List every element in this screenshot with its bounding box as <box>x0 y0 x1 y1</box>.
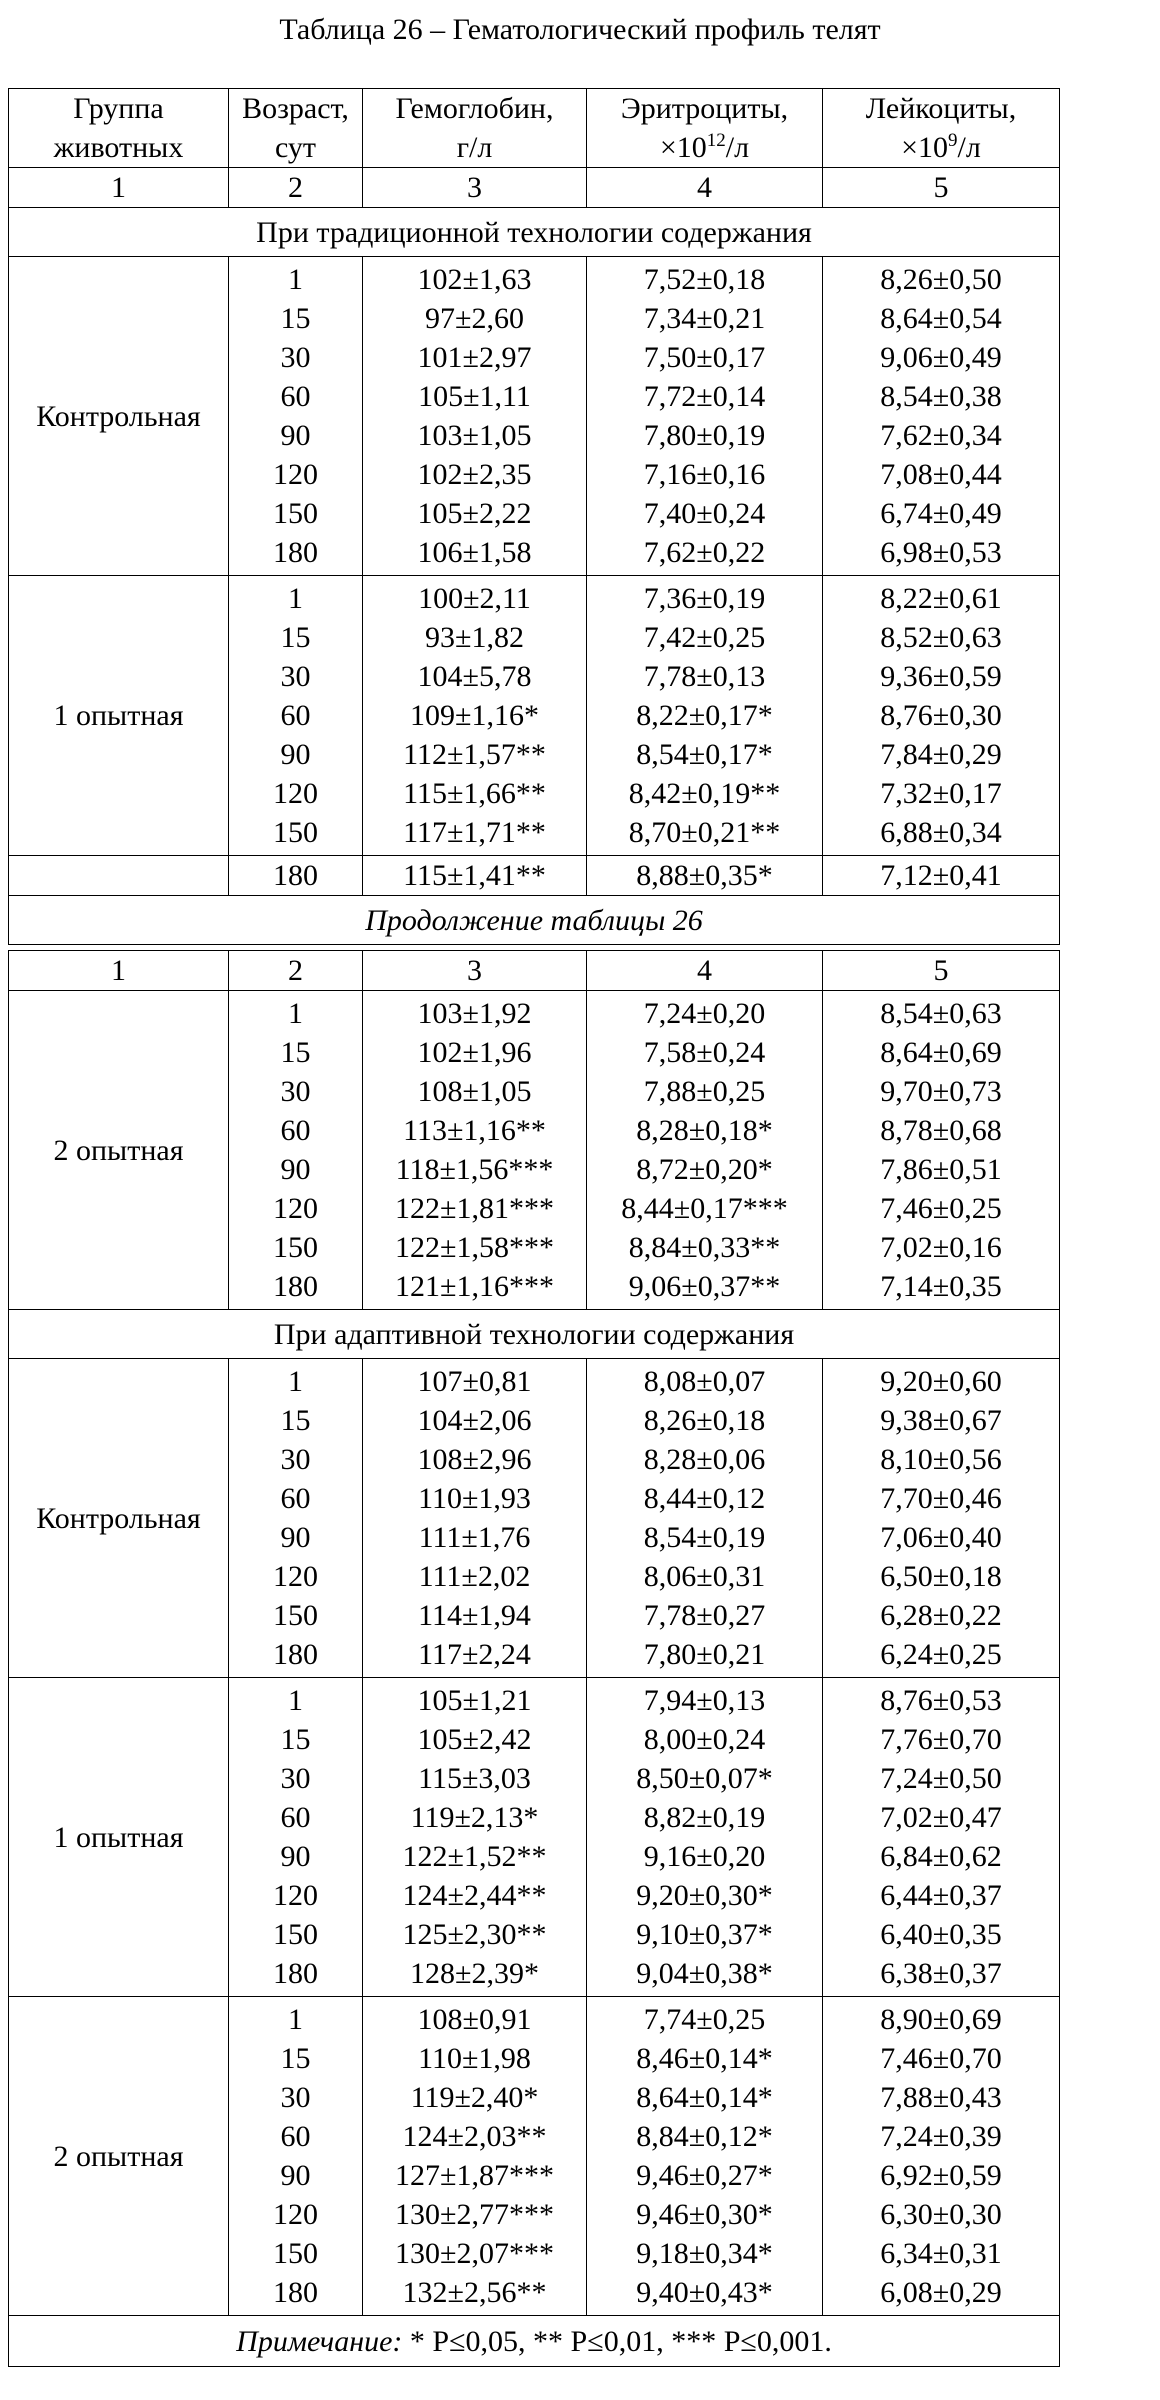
age-cell: 60 <box>280 1114 311 1147</box>
erythrocytes-cell: 9,20±0,30* <box>636 1879 773 1912</box>
column-number: 3 <box>363 168 587 208</box>
hemoglobin-cell: 117±1,71** <box>403 816 546 849</box>
erythrocytes-cell: 7,42±0,25 <box>643 621 766 654</box>
hemoglobin-cell: 117±2,24 <box>418 1638 531 1671</box>
leukocytes-cell: 7,84±0,29 <box>880 738 1002 771</box>
leukocytes-cell: 8,52±0,63 <box>880 621 1002 654</box>
leukocytes-cell: 7,02±0,47 <box>880 1801 1002 1834</box>
age-cell: 30 <box>280 341 311 374</box>
group-block <box>9 1678 1060 1997</box>
leukocytes-column-block <box>823 1359 1060 1678</box>
age-cell: 180 <box>229 856 363 896</box>
hemoglobin-cell: 121±1,16*** <box>395 1270 554 1303</box>
leukocytes-cell: 8,78±0,68 <box>880 1114 1002 1147</box>
erythrocytes-column-block <box>587 576 823 856</box>
hemoglobin-column-block <box>363 576 587 856</box>
hemoglobin-cell: 97±2,60 <box>425 302 524 335</box>
erythrocytes-cell: 7,88±0,25 <box>643 1075 766 1108</box>
leukocytes-cell: 9,38±0,67 <box>880 1404 1002 1437</box>
leukocytes-cell: 6,08±0,29 <box>880 2276 1002 2309</box>
leukocytes-cell: 6,30±0,30 <box>880 2198 1002 2231</box>
age-cell: 90 <box>280 2159 311 2192</box>
age-cell: 180 <box>273 1957 318 1990</box>
hemoglobin-cell: 113±1,16** <box>403 1114 546 1147</box>
hemoglobin-cell: 122±1,81*** <box>395 1192 554 1225</box>
hemoglobin-column-block <box>363 1997 587 2316</box>
erythrocytes-cell: 8,54±0,17* <box>636 738 773 771</box>
erythrocytes-cell: 8,50±0,07* <box>636 1762 773 1795</box>
hemoglobin-cell: 125±2,30** <box>402 1918 547 1951</box>
hemoglobin-cell: 93±1,82 <box>425 621 524 654</box>
hemoglobin-column-block <box>363 991 587 1310</box>
table-title: Таблица 26 – Гематологический профиль телят <box>279 13 881 46</box>
hemoglobin-cell: 105±2,22 <box>417 497 532 530</box>
group-cell-empty <box>9 856 229 896</box>
age-cell: 1 <box>288 1365 303 1398</box>
erythrocytes-cell: 7,16±0,16 <box>643 458 766 491</box>
column-number: 1 <box>9 951 229 991</box>
erythrocytes-cell: 7,36±0,19 <box>643 582 766 615</box>
age-cell: 15 <box>280 2042 311 2075</box>
leukocytes-cell: 6,40±0,35 <box>880 1918 1002 1951</box>
hemoglobin-cell: 105±1,11 <box>418 380 531 413</box>
note-row <box>9 2316 1060 2367</box>
age-cell: 30 <box>280 1443 311 1476</box>
note <box>9 2316 1060 2367</box>
hemoglobin-cell: 115±1,41** <box>363 856 587 896</box>
leukocytes-cell: 6,92±0,59 <box>880 2159 1002 2192</box>
age-cell: 1 <box>288 1684 303 1717</box>
header-leukocytes: Лейкоциты, $\times 10^9/л$ <box>823 89 1060 168</box>
hematology-table <box>8 88 1060 945</box>
leukocytes-cell: 6,50±0,18 <box>880 1560 1002 1593</box>
hemoglobin-cell: 128±2,39* <box>410 1957 539 1990</box>
age-cell: 180 <box>273 536 318 569</box>
age-cell: 150 <box>273 1599 318 1632</box>
column-number-row <box>9 168 1060 208</box>
hemoglobin-cell: 102±1,96 <box>417 1036 532 1069</box>
header-erythrocytes: Эритроциты, $\times 10^{12}/л$ <box>587 89 823 168</box>
erythrocytes-cell: 8,00±0,24 <box>643 1723 766 1756</box>
erythrocytes-cell: 8,88±0,35* <box>587 856 823 896</box>
hemoglobin-cell: 110±1,98 <box>418 2042 531 2075</box>
leukocytes-cell: 7,76±0,70 <box>880 1723 1002 1756</box>
erythrocytes-cell: 7,52±0,18 <box>643 263 766 296</box>
leukocytes-cell: 8,22±0,61 <box>880 582 1002 615</box>
leukocytes-cell: 7,62±0,34 <box>880 419 1002 452</box>
erythrocytes-cell: 7,80±0,21 <box>643 1638 766 1671</box>
erythrocytes-column-block <box>587 257 823 576</box>
erythrocytes-cell: 9,10±0,37* <box>636 1918 773 1951</box>
leukocytes-cell: 9,06±0,49 <box>880 341 1002 374</box>
age-column-block <box>229 1678 363 1997</box>
leukocytes-cell: 8,76±0,30 <box>880 699 1002 732</box>
leukocytes-cell: 6,84±0,62 <box>880 1840 1002 1873</box>
hemoglobin-column-block <box>363 1359 587 1678</box>
leukocytes-cell: 9,36±0,59 <box>880 660 1002 693</box>
age-cell: 1 <box>288 997 303 1030</box>
erythrocytes-cell: 7,40±0,24 <box>643 497 766 530</box>
erythrocytes-cell: 7,78±0,13 <box>643 660 766 693</box>
leukocytes-cell: 8,76±0,53 <box>880 1684 1002 1717</box>
age-column-block <box>229 991 363 1310</box>
erythrocytes-cell: 8,46±0,14* <box>636 2042 773 2075</box>
age-cell: 60 <box>280 1801 311 1834</box>
column-number: 2 <box>229 168 363 208</box>
erythrocytes-cell: 8,08±0,07 <box>643 1365 766 1398</box>
erythrocytes-cell: 8,44±0,12 <box>643 1482 766 1515</box>
erythrocytes-cell: 8,26±0,18 <box>643 1404 766 1437</box>
hemoglobin-cell: 103±1,92 <box>417 997 532 1030</box>
section-row <box>9 1310 1060 1359</box>
leukocytes-cell: 7,70±0,46 <box>880 1482 1002 1515</box>
age-cell: 90 <box>280 419 311 452</box>
age-cell: 90 <box>280 1840 311 1873</box>
leukocytes-cell: 9,70±0,73 <box>880 1075 1002 1108</box>
age-cell: 180 <box>273 1270 318 1303</box>
leukocytes-cell: 7,12±0,41 <box>823 856 1060 896</box>
section-row <box>9 208 1060 257</box>
hemoglobin-cell: 122±1,58*** <box>395 1231 554 1264</box>
leukocytes-cell: 7,14±0,35 <box>880 1270 1002 1303</box>
age-cell: 15 <box>280 1404 311 1437</box>
hemoglobin-cell: 130±2,77*** <box>395 2198 554 2231</box>
erythrocytes-cell: 8,22±0,17* <box>636 699 773 732</box>
hemoglobin-cell: 112±1,57** <box>403 738 546 771</box>
erythrocytes-cell: 8,82±0,19 <box>643 1801 766 1834</box>
leukocytes-cell: 6,38±0,37 <box>880 1957 1002 1990</box>
erythrocytes-cell: 7,78±0,27 <box>643 1599 766 1632</box>
age-cell: 30 <box>280 1762 311 1795</box>
hemoglobin-column-block <box>363 257 587 576</box>
leukocytes-cell: 8,64±0,69 <box>880 1036 1002 1069</box>
age-cell: 15 <box>280 1036 311 1069</box>
leukocytes-column-block <box>823 257 1060 576</box>
hemoglobin-cell: 114±1,94 <box>418 1599 531 1632</box>
hemoglobin-cell: 118±1,56*** <box>395 1153 554 1186</box>
column-number: 4 <box>587 951 823 991</box>
erythrocytes-cell: 7,34±0,21 <box>643 302 766 335</box>
leukocytes-cell: 7,46±0,70 <box>880 2042 1002 2075</box>
erythrocytes-column-block <box>587 1678 823 1997</box>
hemoglobin-cell: 111±1,76 <box>418 1521 531 1554</box>
erythrocytes-cell: 8,72±0,20* <box>636 1153 773 1186</box>
hemoglobin-cell: 102±2,35 <box>417 458 532 491</box>
leukocytes-cell: 6,98±0,53 <box>880 536 1002 569</box>
age-cell: 120 <box>273 1560 318 1593</box>
hemoglobin-cell: 119±2,40* <box>410 2081 539 2114</box>
hemoglobin-cell: 122±1,52** <box>402 1840 547 1873</box>
erythrocytes-cell: 7,50±0,17 <box>643 341 766 374</box>
section-title: При адаптивной технологии содержания <box>9 1310 1060 1359</box>
hemoglobin-cell: 110±1,93 <box>418 1482 531 1515</box>
age-cell: 15 <box>280 621 311 654</box>
erythrocytes-column-block <box>587 1359 823 1678</box>
column-number: 4 <box>587 168 823 208</box>
leukocytes-cell: 6,28±0,22 <box>880 1599 1002 1632</box>
hemoglobin-cell: 127±1,87*** <box>395 2159 554 2192</box>
age-cell: 60 <box>280 699 311 732</box>
leukocytes-column-block <box>823 1997 1060 2316</box>
hemoglobin-cell: 101±2,97 <box>417 341 532 374</box>
age-cell: 120 <box>273 2198 318 2231</box>
hemoglobin-cell: 107±0,81 <box>417 1365 532 1398</box>
hemoglobin-cell: 124±2,03** <box>402 2120 547 2153</box>
leukocytes-cell: 8,64±0,54 <box>880 302 1002 335</box>
leukocytes-cell: 7,06±0,40 <box>880 1521 1002 1554</box>
hemoglobin-cell: 111±2,02 <box>418 1560 531 1593</box>
header-row <box>9 89 1060 168</box>
erythrocytes-column-block <box>587 1997 823 2316</box>
erythrocytes-column-block <box>587 991 823 1310</box>
header-hemoglobin: Гемоглобин, г/л <box>363 89 587 168</box>
hemoglobin-cell: 119±2,13* <box>410 1801 539 1834</box>
group-name-cell: Контрольная <box>9 1359 229 1678</box>
hemoglobin-cell: 130±2,07*** <box>395 2237 554 2270</box>
leukocytes-cell: 6,34±0,31 <box>880 2237 1002 2270</box>
erythrocytes-cell: 8,06±0,31 <box>643 1560 766 1593</box>
leukocytes-cell: 6,88±0,34 <box>880 816 1002 849</box>
hemoglobin-cell: 132±2,56** <box>402 2276 547 2309</box>
erythrocytes-cell: 8,54±0,19 <box>643 1521 766 1554</box>
age-column-block <box>229 1997 363 2316</box>
leukocytes-cell: 7,08±0,44 <box>880 458 1002 491</box>
age-cell: 15 <box>280 302 311 335</box>
leukocytes-column-block <box>823 1678 1060 1997</box>
age-cell: 150 <box>273 2237 318 2270</box>
note-label: Примечание: <box>236 2324 403 2358</box>
hemoglobin-cell: 105±1,21 <box>417 1684 532 1717</box>
header-group: Группа животных <box>9 89 229 168</box>
group-name-cell: 2 опытная <box>9 1997 229 2316</box>
group-block <box>9 257 1060 576</box>
age-cell: 15 <box>280 1723 311 1756</box>
erythrocytes-cell: 9,46±0,30* <box>636 2198 773 2231</box>
leukocytes-cell: 6,24±0,25 <box>880 1638 1002 1671</box>
erythrocytes-cell: 9,06±0,37** <box>628 1270 781 1303</box>
leukocytes-column-block <box>823 576 1060 856</box>
erythrocytes-cell: 8,70±0,21** <box>628 816 781 849</box>
group-name-cell: 1 опытная <box>9 1678 229 1997</box>
leukocytes-cell: 7,86±0,51 <box>880 1153 1002 1186</box>
column-number-row <box>9 951 1060 991</box>
hemoglobin-cell: 102±1,63 <box>417 263 532 296</box>
section-title: При традиционной технологии содержания <box>9 208 1060 257</box>
erythrocytes-cell: 8,84±0,33** <box>628 1231 781 1264</box>
continuation-label: Продолжение таблицы 26 <box>9 896 1060 945</box>
erythrocytes-cell: 7,72±0,14 <box>643 380 766 413</box>
erythrocytes-cell: 7,74±0,25 <box>643 2003 766 2036</box>
group-block <box>9 576 1060 856</box>
erythrocytes-cell: 8,28±0,18* <box>636 1114 773 1147</box>
column-number: 5 <box>823 951 1060 991</box>
erythrocytes-cell: 8,64±0,14* <box>636 2081 773 2114</box>
erythrocytes-cell: 7,80±0,19 <box>643 419 766 452</box>
leukocytes-cell: 8,90±0,69 <box>880 2003 1002 2036</box>
leukocytes-cell: 6,74±0,49 <box>880 497 1002 530</box>
note-text: * P≤0,05, ** P≤0,01, *** P≤0,001. <box>402 2324 832 2358</box>
column-number: 5 <box>823 168 1060 208</box>
hematology-table-continued <box>8 950 1060 2367</box>
age-cell: 150 <box>273 1918 318 1951</box>
column-number: 3 <box>363 951 587 991</box>
hemoglobin-cell: 103±1,05 <box>417 419 532 452</box>
hemoglobin-cell: 109±1,16* <box>410 699 539 732</box>
leukocytes-cell: 7,24±0,50 <box>880 1762 1002 1795</box>
erythrocytes-cell: 9,16±0,20 <box>643 1840 766 1873</box>
age-cell: 1 <box>288 582 303 615</box>
age-cell: 30 <box>280 660 311 693</box>
age-cell: 60 <box>280 380 311 413</box>
hemoglobin-cell: 108±1,05 <box>417 1075 532 1108</box>
hemoglobin-cell: 108±2,96 <box>417 1443 532 1476</box>
leukocytes-cell: 6,44±0,37 <box>880 1879 1002 1912</box>
age-column-block <box>229 576 363 856</box>
erythrocytes-cell: 7,24±0,20 <box>643 997 766 1030</box>
erythrocytes-cell: 8,44±0,17*** <box>621 1192 788 1225</box>
group-block <box>9 991 1060 1310</box>
age-cell: 60 <box>280 1482 311 1515</box>
erythrocytes-cell: 7,62±0,22 <box>643 536 766 569</box>
leukocytes-cell: 7,32±0,17 <box>880 777 1002 810</box>
erythrocytes-cell: 7,94±0,13 <box>643 1684 766 1717</box>
group-name-cell: 1 опытная <box>9 576 229 856</box>
leukocytes-column-block <box>823 991 1060 1310</box>
age-cell: 90 <box>280 1153 311 1186</box>
leukocytes-cell: 7,88±0,43 <box>880 2081 1002 2114</box>
age-cell: 180 <box>273 1638 318 1671</box>
age-cell: 60 <box>280 2120 311 2153</box>
hemoglobin-cell: 100±2,11 <box>418 582 531 615</box>
age-cell: 120 <box>273 1879 318 1912</box>
group-name-cell: 2 опытная <box>9 991 229 1310</box>
leukocytes-cell: 8,26±0,50 <box>880 263 1002 296</box>
age-cell: 30 <box>280 1075 311 1108</box>
group-name-cell: Контрольная <box>9 257 229 576</box>
erythrocytes-cell: 8,84±0,12* <box>636 2120 773 2153</box>
leukocytes-cell: 8,54±0,63 <box>880 997 1002 1030</box>
age-column-block <box>229 1359 363 1678</box>
leukocytes-cell: 7,46±0,25 <box>880 1192 1002 1225</box>
header-age: Возраст, сут <box>229 89 363 168</box>
hemoglobin-cell: 106±1,58 <box>417 536 532 569</box>
age-cell: 120 <box>273 1192 318 1225</box>
column-number: 1 <box>9 168 229 208</box>
column-number: 2 <box>229 951 363 991</box>
hemoglobin-cell: 115±1,66** <box>403 777 546 810</box>
erythrocytes-cell: 9,04±0,38* <box>636 1957 773 1990</box>
erythrocytes-cell: 9,46±0,27* <box>636 2159 773 2192</box>
erythrocytes-cell: 7,58±0,24 <box>643 1036 766 1069</box>
age-cell: 1 <box>288 2003 303 2036</box>
leukocytes-cell: 8,10±0,56 <box>880 1443 1002 1476</box>
age-cell: 1 <box>288 263 303 296</box>
erythrocytes-cell: 9,40±0,43* <box>636 2276 773 2309</box>
leukocytes-cell: 7,02±0,16 <box>880 1231 1002 1264</box>
hemoglobin-cell: 104±5,78 <box>417 660 532 693</box>
leukocytes-cell: 7,24±0,39 <box>880 2120 1002 2153</box>
age-cell: 150 <box>273 1231 318 1264</box>
erythrocytes-cell: 9,18±0,34* <box>636 2237 773 2270</box>
hemoglobin-cell: 108±0,91 <box>417 2003 532 2036</box>
continuation-row <box>9 896 1060 945</box>
age-cell: 90 <box>280 738 311 771</box>
age-cell: 150 <box>273 816 318 849</box>
hemoglobin-column-block <box>363 1678 587 1997</box>
leukocytes-cell: 8,54±0,38 <box>880 380 1002 413</box>
leukocytes-cell: 9,20±0,60 <box>880 1365 1002 1398</box>
age-cell: 180 <box>273 2276 318 2309</box>
age-cell: 120 <box>273 458 318 491</box>
group-block <box>9 1359 1060 1678</box>
group-block <box>9 1997 1060 2316</box>
age-cell: 90 <box>280 1521 311 1554</box>
erythrocytes-cell: 8,28±0,06 <box>643 1443 766 1476</box>
age-cell: 120 <box>273 777 318 810</box>
hemoglobin-cell: 124±2,44** <box>402 1879 547 1912</box>
erythrocytes-cell: 8,42±0,19** <box>628 777 781 810</box>
table-row <box>9 856 1060 896</box>
hemoglobin-cell: 105±2,42 <box>417 1723 532 1756</box>
age-column-block <box>229 257 363 576</box>
age-cell: 30 <box>280 2081 311 2114</box>
hemoglobin-cell: 104±2,06 <box>417 1404 532 1437</box>
hemoglobin-cell: 115±3,03 <box>418 1762 531 1795</box>
age-cell: 150 <box>273 497 318 530</box>
